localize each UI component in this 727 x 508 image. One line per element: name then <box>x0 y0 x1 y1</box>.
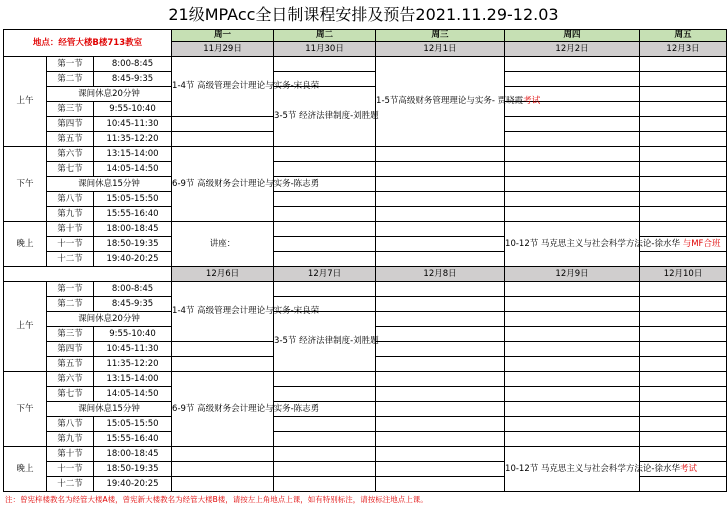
slot-time: 11:35-12:20 <box>94 132 172 147</box>
date-w1-fri: 12月3日 <box>640 42 727 57</box>
slot-name: 第九节 <box>47 207 94 222</box>
period-pm-w2: 下午 <box>4 372 47 447</box>
slot-name: 第七节 <box>47 162 94 177</box>
slot-time: 13:15-14:00 <box>94 372 172 387</box>
slot-name: 第九节 <box>47 432 94 447</box>
date-w1-wed: 12月1日 <box>376 42 505 57</box>
course-w2-mon-am: 1-4节 高级管理会计理论与实务-宋良荣 <box>172 282 274 342</box>
slot-break: 课间休息20分钟 <box>47 312 172 327</box>
slot-name: 第八节 <box>47 192 94 207</box>
slot-time: 15:05-15:50 <box>94 417 172 432</box>
course-w1-tue-am: 3-5节 经济法律制度-刘胜题 <box>274 87 376 147</box>
course-w2-thu-eve: 10-12节 马克思主义与社会科学方法论-徐水华考试 <box>505 447 640 492</box>
slot-name: 第一节 <box>47 282 94 297</box>
slot-name: 十二节 <box>47 477 94 492</box>
slot-name: 第四节 <box>47 342 94 357</box>
footnote: 注：曾宪梓楼教名为经管大楼A楼，曾宪新大楼教名为经管大楼B楼，请按左上角地点上课，如有特别标注，请按标注地点上课。 <box>5 495 428 504</box>
slot-time: 15:55-16:40 <box>94 207 172 222</box>
date-w2-thu: 12月9日 <box>505 267 640 282</box>
slot-time: 19:40-20:25 <box>94 252 172 267</box>
slot-name: 第六节 <box>47 147 94 162</box>
slot-name: 第七节 <box>47 387 94 402</box>
course-w1-thu-eve: 10-12节 马克思主义与社会科学方法论-徐水华 与MF合班 <box>505 222 640 267</box>
day-header-tue: 周二 <box>274 30 376 42</box>
slot-name: 第二节 <box>47 297 94 312</box>
course-w1-mon-pm: 6-9节 高级财务会计理论与实务-陈志勇 <box>172 147 274 222</box>
period-pm-w1: 下午 <box>4 147 47 222</box>
slot-break: 课间休息20分钟 <box>47 87 172 102</box>
day-header-fri: 周五 <box>640 30 727 42</box>
slot-break: 课间休息15分钟 <box>47 402 172 417</box>
slot-time: 9:55-10:40 <box>94 327 172 342</box>
slot-name: 第十节 <box>47 222 94 237</box>
period-am-w1: 上午 <box>4 57 47 147</box>
course-w1-mon-am: 1-4节 高级管理会计理论与实务-宋良荣 <box>172 57 274 117</box>
day-header-mon: 周一 <box>172 30 274 42</box>
slot-time: 10:45-11:30 <box>94 342 172 357</box>
date-w2-fri: 12月10日 <box>640 267 727 282</box>
slot-name: 第三节 <box>47 102 94 117</box>
slot-time: 19:40-20:25 <box>94 477 172 492</box>
date-w1-tue: 11月30日 <box>274 42 376 57</box>
slot-name: 第六节 <box>47 372 94 387</box>
date-w2-mon: 12月6日 <box>172 267 274 282</box>
slot-time: 13:15-14:00 <box>94 147 172 162</box>
slot-time: 10:45-11:30 <box>94 117 172 132</box>
slot-name: 十一节 <box>47 237 94 252</box>
slot-time: 8:00-8:45 <box>94 282 172 297</box>
slot-time: 18:00-18:45 <box>94 222 172 237</box>
slot-name: 第一节 <box>47 57 94 72</box>
date-w2-wed: 12月8日 <box>376 267 505 282</box>
lecture-label: 讲座： <box>172 222 274 267</box>
slot-break: 课间休息15分钟 <box>47 177 172 192</box>
slot-name: 第三节 <box>47 327 94 342</box>
course-w2-tue-am: 3-5节 经济法律制度-刘胜题 <box>274 312 376 372</box>
slot-name: 第二节 <box>47 72 94 87</box>
period-am-w2: 上午 <box>4 282 47 372</box>
schedule-table <box>3 29 727 492</box>
slot-time: 9:55-10:40 <box>94 102 172 117</box>
slot-time: 18:50-19:35 <box>94 462 172 477</box>
slot-time: 14:05-14:50 <box>94 162 172 177</box>
slot-name: 十一节 <box>47 462 94 477</box>
slot-time: 18:00-18:45 <box>94 447 172 462</box>
course-w2-mon-pm: 6-9节 高级财务会计理论与实务-陈志勇 <box>172 372 274 447</box>
slot-time: 15:55-16:40 <box>94 432 172 447</box>
slot-name: 十二节 <box>47 252 94 267</box>
day-header-thu: 周四 <box>505 30 640 42</box>
period-eve-w1: 晚上 <box>4 222 47 267</box>
slot-time: 15:05-15:50 <box>94 192 172 207</box>
slot-time: 14:05-14:50 <box>94 387 172 402</box>
slot-name: 第八节 <box>47 417 94 432</box>
period-eve-w2: 晚上 <box>4 447 47 492</box>
slot-name: 第四节 <box>47 117 94 132</box>
date-w1-thu: 12月2日 <box>505 42 640 57</box>
slot-time: 11:35-12:20 <box>94 357 172 372</box>
slot-name: 第十节 <box>47 447 94 462</box>
slot-time: 8:45-9:35 <box>94 297 172 312</box>
page-title: 21级MPAcc全日制课程安排及预告2021.11.29-12.03 <box>168 5 559 24</box>
slot-name: 第五节 <box>47 132 94 147</box>
location-label: 地点：经管大楼B楼713教室 <box>4 30 172 57</box>
course-w1-wed-am: 1-5节高级财务管理理论与实务- 贾晓霞考试 <box>376 57 505 147</box>
slot-name: 第五节 <box>47 357 94 372</box>
date-w2-tue: 12月7日 <box>274 267 376 282</box>
slot-time: 18:50-19:35 <box>94 237 172 252</box>
date-w1-mon: 11月29日 <box>172 42 274 57</box>
day-header-wed: 周三 <box>376 30 505 42</box>
slot-time: 8:00-8:45 <box>94 57 172 72</box>
slot-time: 8:45-9:35 <box>94 72 172 87</box>
